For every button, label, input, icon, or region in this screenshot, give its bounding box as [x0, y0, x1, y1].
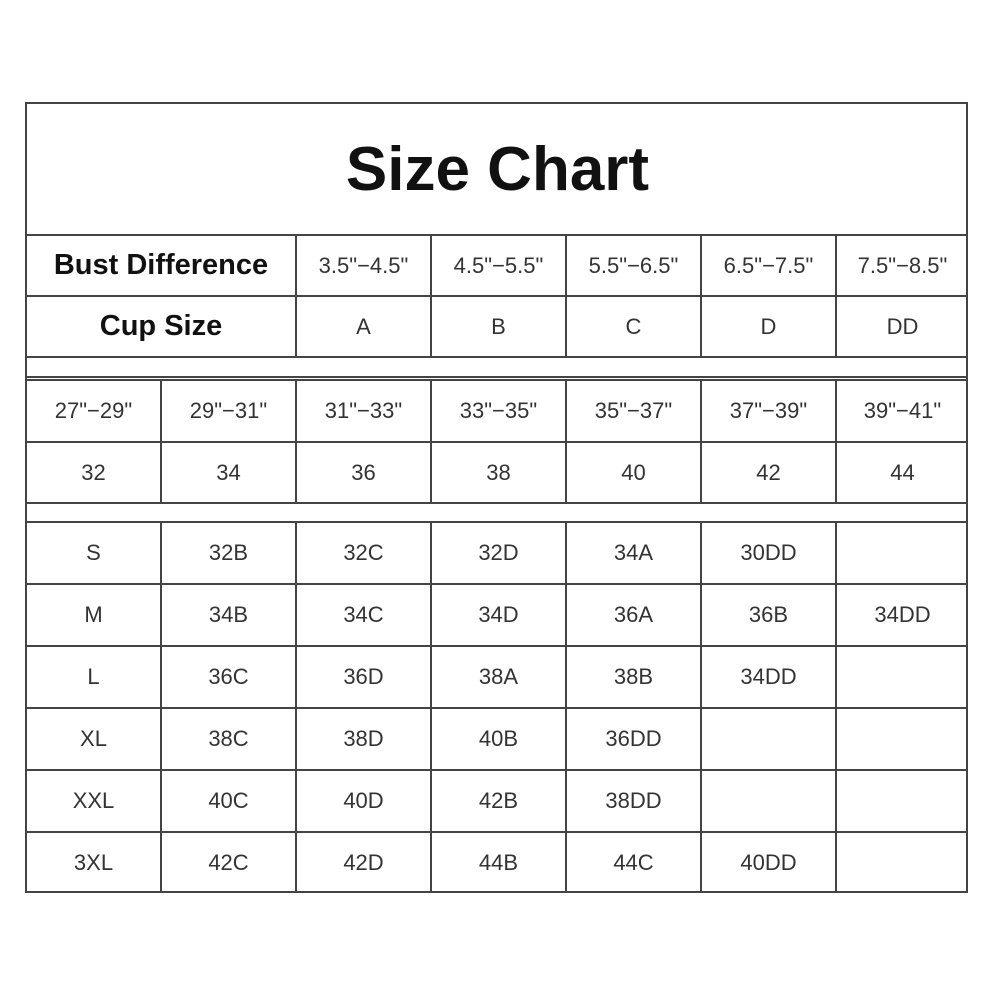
bra-size-cell: 36C: [162, 647, 297, 709]
band-size-cell: 34: [162, 443, 297, 504]
cup-size-cell: C: [567, 297, 702, 358]
bust-difference-cell: 7.5"−8.5": [837, 236, 968, 297]
bra-size-cell: [702, 771, 837, 833]
bra-size-cell: 40B: [432, 709, 567, 771]
bra-size-cell: 34DD: [702, 647, 837, 709]
bust-difference-cell: 3.5"−4.5": [297, 236, 432, 297]
cup-size-label: Cup Size: [27, 297, 297, 358]
bra-size-cell: 34C: [297, 585, 432, 647]
band-size-cell: 42: [702, 443, 837, 504]
bra-size-cell: [837, 771, 968, 833]
bra-size-cell: 34DD: [837, 585, 968, 647]
band-size-cell: 44: [837, 443, 968, 504]
bra-size-cell: 40C: [162, 771, 297, 833]
bra-size-cell: 42C: [162, 833, 297, 893]
bra-size-cell: 44B: [432, 833, 567, 893]
bust-difference-cell: 6.5"−7.5": [702, 236, 837, 297]
size-label-cell: S: [27, 523, 162, 585]
bust-difference-cell: 5.5"−6.5": [567, 236, 702, 297]
size-label-cell: M: [27, 585, 162, 647]
bra-size-cell: 36DD: [567, 709, 702, 771]
underbust-range-cell: 37"−39": [702, 381, 837, 443]
underbust-range-cell: 39"−41": [837, 381, 968, 443]
bra-size-cell: 32C: [297, 523, 432, 585]
bra-size-cell: 32D: [432, 523, 567, 585]
cup-size-cell: DD: [837, 297, 968, 358]
underbust-range-cell: 29"−31": [162, 381, 297, 443]
bra-size-cell: 42B: [432, 771, 567, 833]
bra-size-cell: 36B: [702, 585, 837, 647]
size-label-cell: XL: [27, 709, 162, 771]
underbust-range-cell: 31"−33": [297, 381, 432, 443]
bra-size-cell: 40DD: [702, 833, 837, 893]
size-chart-table: [25, 102, 968, 893]
band-size-cell: 38: [432, 443, 567, 504]
bra-size-cell: [837, 647, 968, 709]
underbust-range-cell: 33"−35": [432, 381, 567, 443]
underbust-range-cell: 35"−37": [567, 381, 702, 443]
size-label-cell: L: [27, 647, 162, 709]
cup-size-cell: D: [702, 297, 837, 358]
bra-size-cell: 30DD: [702, 523, 837, 585]
underbust-range-cell: 27"−29": [27, 381, 162, 443]
bra-size-cell: [837, 523, 968, 585]
size-label-cell: XXL: [27, 771, 162, 833]
bra-size-cell: 38B: [567, 647, 702, 709]
bra-size-cell: 44C: [567, 833, 702, 893]
bra-size-cell: 32B: [162, 523, 297, 585]
bra-size-cell: 34B: [162, 585, 297, 647]
band-size-cell: 40: [567, 443, 702, 504]
bra-size-cell: 42D: [297, 833, 432, 893]
size-label-cell: 3XL: [27, 833, 162, 893]
bra-size-cell: 38A: [432, 647, 567, 709]
section-divider: [27, 504, 968, 523]
bra-size-cell: 34A: [567, 523, 702, 585]
bra-size-cell: [702, 709, 837, 771]
bra-size-cell: [837, 833, 968, 893]
cup-size-cell: B: [432, 297, 567, 358]
bra-size-cell: 38D: [297, 709, 432, 771]
band-size-cell: 36: [297, 443, 432, 504]
band-size-cell: 32: [27, 443, 162, 504]
cup-size-cell: A: [297, 297, 432, 358]
bra-size-cell: 38DD: [567, 771, 702, 833]
bra-size-cell: 38C: [162, 709, 297, 771]
chart-title: Size Chart: [27, 104, 968, 236]
section-divider: [27, 358, 968, 378]
bra-size-cell: 34D: [432, 585, 567, 647]
bust-difference-cell: 4.5"−5.5": [432, 236, 567, 297]
bra-size-cell: 36D: [297, 647, 432, 709]
bra-size-cell: [837, 709, 968, 771]
bra-size-cell: 40D: [297, 771, 432, 833]
bust-difference-label: Bust Difference: [27, 236, 297, 297]
bra-size-cell: 36A: [567, 585, 702, 647]
